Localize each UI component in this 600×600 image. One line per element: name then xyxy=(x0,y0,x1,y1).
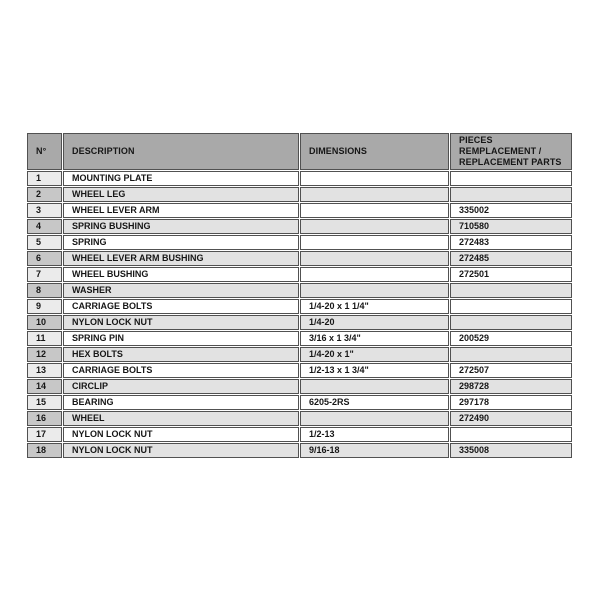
table-row xyxy=(27,411,572,426)
row-dimensions xyxy=(300,219,449,234)
row-number: 5 xyxy=(27,235,62,250)
table-row xyxy=(27,331,572,346)
row-part-number: 272483 xyxy=(450,235,572,250)
row-description: SPRING PIN xyxy=(63,331,299,346)
row-description: NYLON LOCK NUT xyxy=(63,315,299,330)
row-number: 8 xyxy=(27,283,62,298)
row-number: 18 xyxy=(27,443,62,458)
row-part-number: 272501 xyxy=(450,267,572,282)
table-row xyxy=(27,363,572,378)
row-dimensions: 3/16 x 1 3/4" xyxy=(300,331,449,346)
row-number: 12 xyxy=(27,347,62,362)
header-row xyxy=(27,133,572,170)
parts-table-container xyxy=(26,132,573,459)
row-part-number: 272485 xyxy=(450,251,572,266)
table-row xyxy=(27,379,572,394)
row-dimensions: 9/16-18 xyxy=(300,443,449,458)
table-row xyxy=(27,203,572,218)
row-part-number xyxy=(450,427,572,442)
row-dimensions xyxy=(300,411,449,426)
table-row xyxy=(27,315,572,330)
row-dimensions xyxy=(300,267,449,282)
table-row xyxy=(27,299,572,314)
row-dimensions xyxy=(300,171,449,186)
table-row xyxy=(27,219,572,234)
row-description: CARRIAGE BOLTS xyxy=(63,363,299,378)
row-dimensions xyxy=(300,187,449,202)
row-number: 14 xyxy=(27,379,62,394)
parts-table xyxy=(26,132,573,459)
parts-table-header xyxy=(27,133,572,170)
row-description: CARRIAGE BOLTS xyxy=(63,299,299,314)
parts-table-body xyxy=(27,171,572,458)
row-dimensions xyxy=(300,283,449,298)
row-part-number: 710580 xyxy=(450,219,572,234)
header-replacement-parts: PIECES REMPLACEMENT / REPLACEMENT PARTS xyxy=(450,133,572,170)
row-description: MOUNTING PLATE xyxy=(63,171,299,186)
table-row xyxy=(27,171,572,186)
row-number: 16 xyxy=(27,411,62,426)
row-description: HEX BOLTS xyxy=(63,347,299,362)
row-number: 3 xyxy=(27,203,62,218)
row-part-number: 200529 xyxy=(450,331,572,346)
table-row xyxy=(27,187,572,202)
table-row xyxy=(27,427,572,442)
header-description: DESCRIPTION xyxy=(63,133,299,170)
table-row xyxy=(27,251,572,266)
row-description: SPRING BUSHING xyxy=(63,219,299,234)
row-part-number: 335002 xyxy=(450,203,572,218)
row-number: 6 xyxy=(27,251,62,266)
row-dimensions: 1/2-13 x 1 3/4" xyxy=(300,363,449,378)
row-description: WHEEL BUSHING xyxy=(63,267,299,282)
row-description: BEARING xyxy=(63,395,299,410)
row-dimensions: 1/4-20 x 1" xyxy=(300,347,449,362)
row-number: 9 xyxy=(27,299,62,314)
row-description: WHEEL xyxy=(63,411,299,426)
table-row xyxy=(27,283,572,298)
row-dimensions: 1/2-13 xyxy=(300,427,449,442)
row-dimensions xyxy=(300,235,449,250)
row-part-number: 298728 xyxy=(450,379,572,394)
row-number: 1 xyxy=(27,171,62,186)
row-part-number xyxy=(450,171,572,186)
row-description: WHEEL LEVER ARM xyxy=(63,203,299,218)
row-number: 7 xyxy=(27,267,62,282)
row-description: WASHER xyxy=(63,283,299,298)
header-dimensions: DIMENSIONS xyxy=(300,133,449,170)
row-number: 2 xyxy=(27,187,62,202)
row-number: 15 xyxy=(27,395,62,410)
row-part-number xyxy=(450,347,572,362)
row-description: WHEEL LEVER ARM BUSHING xyxy=(63,251,299,266)
row-part-number: 335008 xyxy=(450,443,572,458)
row-dimensions xyxy=(300,203,449,218)
row-part-number xyxy=(450,299,572,314)
row-dimensions: 1/4-20 xyxy=(300,315,449,330)
header-number: N° xyxy=(27,133,62,170)
table-row xyxy=(27,443,572,458)
row-part-number: 272490 xyxy=(450,411,572,426)
row-part-number: 272507 xyxy=(450,363,572,378)
row-dimensions xyxy=(300,251,449,266)
table-row xyxy=(27,267,572,282)
row-description: WHEEL LEG xyxy=(63,187,299,202)
row-number: 11 xyxy=(27,331,62,346)
row-part-number xyxy=(450,315,572,330)
row-dimensions xyxy=(300,379,449,394)
row-description: NYLON LOCK NUT xyxy=(63,443,299,458)
row-description: NYLON LOCK NUT xyxy=(63,427,299,442)
table-row xyxy=(27,235,572,250)
row-number: 13 xyxy=(27,363,62,378)
row-dimensions: 6205-2RS xyxy=(300,395,449,410)
row-dimensions: 1/4-20 x 1 1/4" xyxy=(300,299,449,314)
row-part-number xyxy=(450,187,572,202)
row-description: SPRING xyxy=(63,235,299,250)
row-description: CIRCLIP xyxy=(63,379,299,394)
row-part-number xyxy=(450,283,572,298)
row-number: 10 xyxy=(27,315,62,330)
row-number: 4 xyxy=(27,219,62,234)
table-row xyxy=(27,347,572,362)
row-part-number: 297178 xyxy=(450,395,572,410)
table-row xyxy=(27,395,572,410)
row-number: 17 xyxy=(27,427,62,442)
